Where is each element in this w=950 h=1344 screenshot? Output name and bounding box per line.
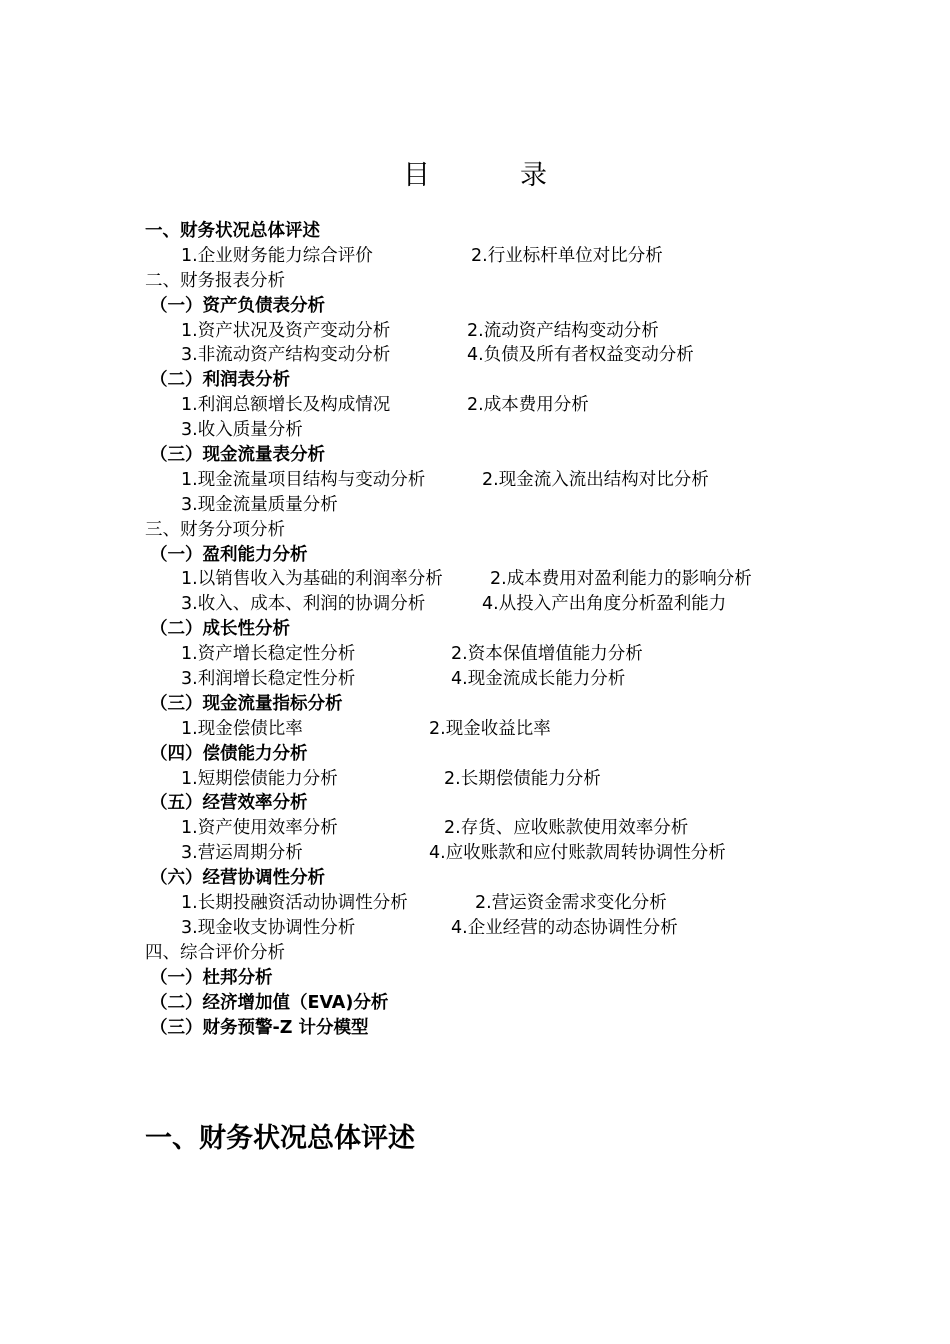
toc-subsection-heading: （三）现金流量指标分析 — [150, 693, 343, 714]
toc-item-row — [0, 891, 950, 916]
section-heading: 一、财务状况总体评述 — [145, 1123, 415, 1154]
toc-subsection-heading: （五）经营效率分析 — [150, 793, 308, 814]
toc-section-heading: 四、综合评价分析 — [145, 942, 285, 963]
toc-item: 3.非流动资产结构变动分析 — [181, 345, 391, 366]
toc-item: 2.现金收益比率 — [429, 718, 551, 739]
toc-item: 1.长期投融资活动协调性分析 — [181, 893, 408, 914]
toc-title-char-2: 录 — [520, 160, 547, 191]
toc-subsection-heading: （三）现金流量表分析 — [150, 445, 325, 466]
toc-item: 1.资产使用效率分析 — [181, 818, 338, 839]
toc-item: 4.负债及所有者权益变动分析 — [467, 345, 694, 366]
toc-item-row — [0, 418, 950, 443]
toc-subsection-heading: （二）经济增加值（EVA)分析 — [150, 992, 389, 1013]
table-of-contents — [0, 219, 950, 1040]
toc-item: 1.利润总额增长及构成情况 — [181, 395, 391, 416]
toc-item-row — [0, 767, 950, 792]
toc-item: 3.现金流量质量分析 — [181, 494, 338, 515]
toc-item-row — [0, 567, 950, 592]
toc-item: 3.收入质量分析 — [181, 420, 303, 441]
toc-item: 1.现金流量项目结构与变动分析 — [181, 469, 426, 490]
toc-item: 2.成本费用分析 — [467, 395, 589, 416]
toc-item: 1.企业财务能力综合评价 — [181, 245, 373, 266]
toc-item: 1.资产状况及资产变动分析 — [181, 320, 391, 341]
toc-item: 1.以销售收入为基础的利润率分析 — [181, 569, 443, 590]
toc-item-row — [0, 841, 950, 866]
toc-section-heading: 二、财务报表分析 — [145, 270, 285, 291]
toc-subsection-heading: （二）利润表分析 — [150, 370, 290, 391]
toc-item: 4.企业经营的动态协调性分析 — [451, 917, 678, 938]
toc-item: 2.存货、应收账款使用效率分析 — [444, 818, 689, 839]
toc-item-row — [0, 244, 950, 269]
toc-item-row — [0, 343, 950, 368]
toc-item: 4.从投入产出角度分析盈利能力 — [482, 594, 727, 615]
toc-subsection-heading: （一）杜邦分析 — [150, 967, 273, 988]
toc-item: 4.应收账款和应付账款周转协调性分析 — [429, 843, 726, 864]
toc-section-heading: 三、财务分项分析 — [145, 519, 285, 540]
toc-item-row — [0, 393, 950, 418]
toc-item-row — [0, 592, 950, 617]
toc-section-heading: 一、财务状况总体评述 — [145, 221, 320, 241]
toc-item: 2.长期偿债能力分析 — [444, 768, 601, 789]
toc-subsection-heading: （一）资产负债表分析 — [150, 295, 325, 316]
toc-title-char-1: 目 — [403, 160, 430, 191]
toc-item: 3.收入、成本、利润的协调分析 — [181, 594, 426, 615]
toc-subsection-heading: （四）偿债能力分析 — [150, 743, 308, 764]
toc-item: 3.现金收支协调性分析 — [181, 917, 356, 938]
toc-item: 2.成本费用对盈利能力的影响分析 — [490, 569, 752, 590]
toc-item-row — [0, 916, 950, 941]
toc-subsection-heading: （二）成长性分析 — [150, 619, 290, 640]
toc-item-row — [0, 816, 950, 841]
toc-item: 1.资产增长稳定性分析 — [181, 644, 356, 665]
toc-item: 3.营运周期分析 — [181, 843, 303, 864]
toc-item-row — [0, 667, 950, 692]
toc-item: 2.行业标杆单位对比分析 — [471, 245, 663, 266]
toc-subsection-heading: （一）盈利能力分析 — [150, 544, 308, 565]
toc-item: 2.资本保值增值能力分析 — [451, 644, 643, 665]
toc-item-row — [0, 319, 950, 344]
toc-item: 4.现金流成长能力分析 — [451, 669, 626, 690]
toc-item-row — [0, 642, 950, 667]
toc-item: 1.短期偿债能力分析 — [181, 768, 338, 789]
toc-title — [0, 153, 950, 192]
toc-subsection-heading: （三）财务预警-Z 计分模型 — [150, 1017, 369, 1038]
toc-item-row — [0, 493, 950, 518]
toc-item: 3.利润增长稳定性分析 — [181, 669, 356, 690]
toc-item: 2.流动资产结构变动分析 — [467, 320, 659, 341]
toc-item-row — [0, 468, 950, 493]
toc-item-row — [0, 717, 950, 742]
toc-subsection-heading: （六）经营协调性分析 — [150, 868, 325, 889]
toc-item: 2.营运资金需求变化分析 — [475, 893, 667, 914]
toc-item: 1.现金偿债比率 — [181, 718, 303, 739]
toc-item: 2.现金流入流出结构对比分析 — [482, 469, 709, 490]
